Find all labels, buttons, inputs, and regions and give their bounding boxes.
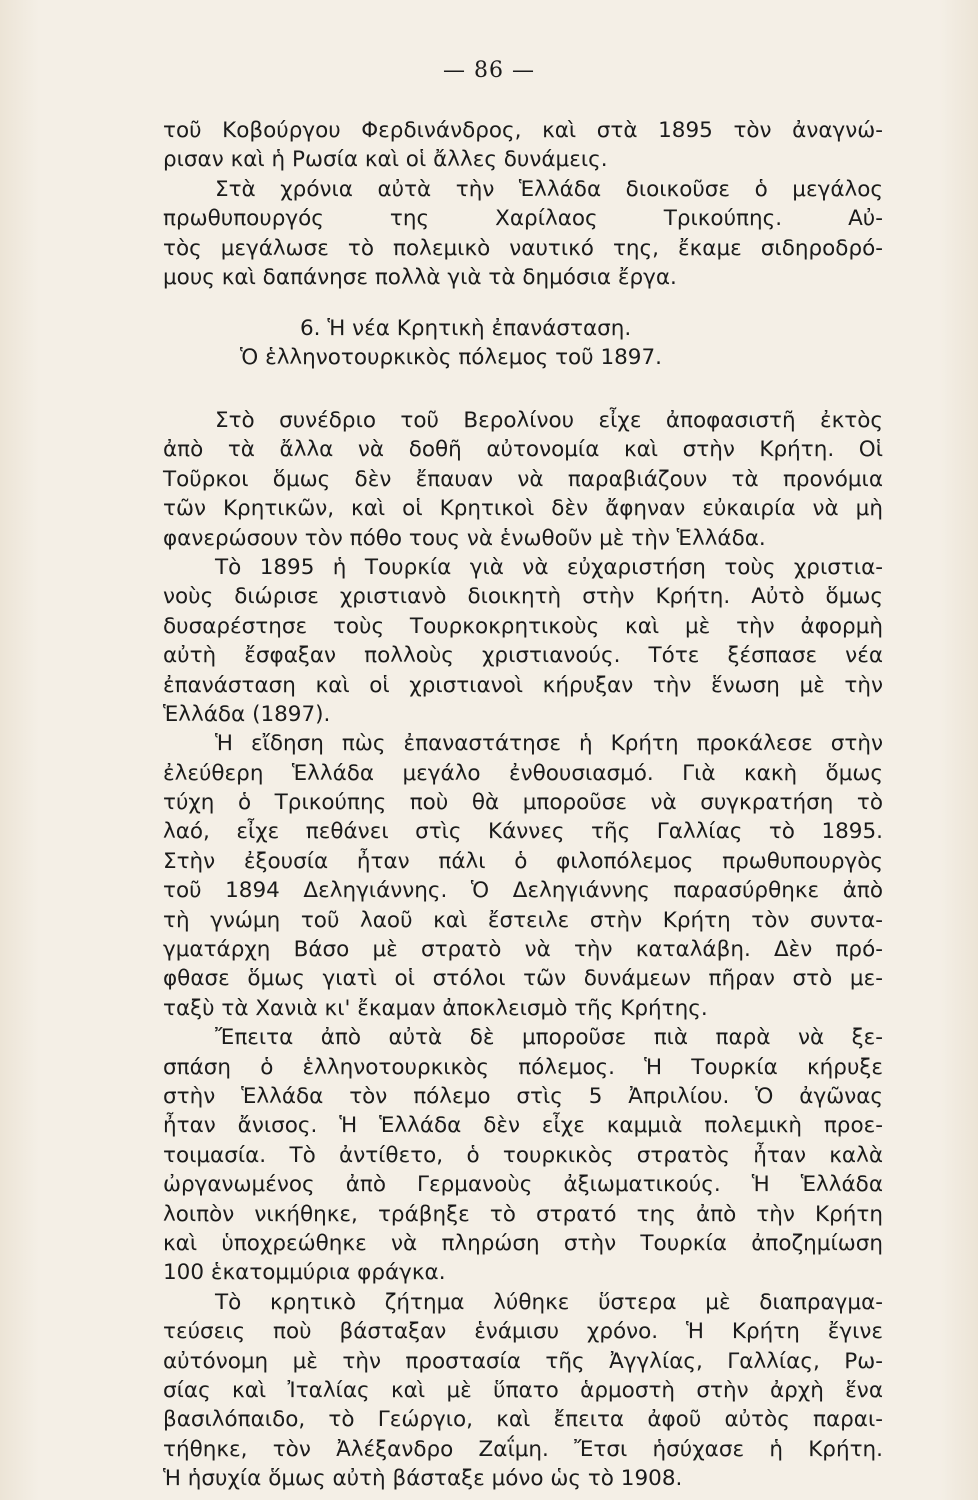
text-line: ἀπὸ τὰ ἄλλα νὰ δοθῆ αὐτονομία καὶ στὴν Κρήτη. Οἱ	[163, 437, 883, 463]
text-line: καὶ ὑποχρεώθηκε νὰ πληρώση στὴν Τουρκία ἀποζημίωση	[163, 1230, 883, 1256]
text-line: τὴ γνώμη τοῦ λαοῦ καὶ ἔστειλε στὴν Κρήτη τὸν συντα-	[163, 907, 883, 933]
section-heading-line-1: 6. Ἡ νέα Κρητικὴ ἐπανάσταση.	[300, 316, 632, 341]
text-line: Στὸ συνέδριο τοῦ Βερολίνου εἶχε ἀποφασιστῆ ἐκτὸς	[215, 408, 883, 433]
text-line: βασιλόπαιδο, τὸ Γεώργιο, καὶ ἔπειτα ἀφοῦ αὐτὸς παραι-	[163, 1407, 883, 1433]
text-line: ἐπανάσταση καὶ οἱ χριστιανοὶ κήρυξαν τὴν ἕνωση μὲ τὴν	[163, 672, 883, 698]
text-line: 100 ἑκατομμύρια φράγκα.	[163, 1260, 446, 1286]
text-line: γματάρχη Βάσο μὲ στρατὸ νὰ τὴν καταλάβη. Δὲν πρό-	[163, 937, 883, 963]
text-line: ἦταν ἄνισος. Ἡ Ἑλλάδα δὲν εἶχε καμμιὰ πολεμικὴ προε-	[163, 1113, 883, 1139]
text-line: σίας καὶ Ἰταλίας καὶ μὲ ὕπατο ἁρμοστὴ στὴν ἀρχὴ ἕνα	[163, 1377, 883, 1403]
text-line: Στὰ χρόνια αὐτὰ τὴν Ἑλλάδα διοικοῦσε ὁ μεγάλος	[215, 176, 883, 202]
body-paragraphs	[163, 406, 883, 1493]
text-line: Ἑλλάδα (1897).	[163, 701, 331, 727]
text-line: μους καὶ δαπάνησε πολλὰ γιὰ τὰ δημόσια ἔργα.	[163, 264, 677, 290]
text-line: Τὸ κρητικὸ ζήτημα λύθηκε ὕστερα μὲ διαπραγμα-	[215, 1289, 883, 1315]
section-heading-line-2: Ὁ ἑλληνοτουρκικὸς πόλεμος τοῦ 1897.	[240, 345, 662, 371]
text-line: φανερώσουν τὸν πόθο τους νὰ ἑνωθοῦν μὲ τὴν Ἑλλάδα.	[163, 525, 766, 551]
text-line: τεύσεις ποὺ βάσταξαν ἑνάμισυ χρόνο. Ἡ Κρήτη ἔγινε	[163, 1319, 883, 1345]
text-line: αὐτὴ ἔσφαξαν πολλοὺς χριστιανούς. Τότε ξέσπασε νέα	[163, 643, 883, 669]
text-line: τοιμασία. Τὸ ἀντίθετο, ὁ τουρκικὸς στρατὸς ἦταν καλὰ	[163, 1142, 883, 1168]
text-line: Τοῦρκοι ὅμως δὲν ἔπαυαν νὰ παραβιάζουν τὰ προνόμια	[163, 466, 883, 492]
text-line: Ἔπειτα ἀπὸ αὐτὰ δὲ μποροῦσε πιὰ παρὰ νὰ ξε-	[215, 1025, 883, 1051]
text-line: τοῦ Κοβούργου Φερδινάνδρος, καὶ στὰ 1895 τὸν ἀναγνώ-	[163, 118, 883, 143]
text-line: φθασε ὅμως γιατὶ οἱ στόλοι τῶν δυνάμεων πῆραν στὸ με-	[163, 966, 883, 992]
text-line: τοῦ 1894 Δεληγιάννης. Ὁ Δεληγιάννης παρασύρθηκε ἀπὸ	[163, 878, 883, 904]
text-line: Ἡ εἴδηση πὼς ἐπαναστάτησε ἡ Κρήτη προκάλεσε στὴν	[215, 731, 883, 757]
text-line: τῶν Κρητικῶν, καὶ οἱ Κρητικοὶ δὲν ἄφηναν εὐκαιρία νὰ μὴ	[163, 496, 883, 522]
text-line: στὴν Ἑλλάδα τὸν πόλεμο στὶς 5 Ἀπριλίου. Ὁ ἀγῶνας	[163, 1083, 883, 1109]
text-line: ρισαν καὶ ἡ Ρωσία καὶ οἱ ἄλλες δυνάμεις.	[163, 147, 608, 173]
text-line: πρωθυπουργός της Χαρίλαος Τρικούπης. Αὐ-	[163, 206, 883, 232]
text-line: νοὺς διώρισε χριστιανὸ διοικητὴ στὴν Κρήτη. Αὐτὸ ὅμως	[163, 584, 883, 610]
text-line: ἐλεύθερη Ἑλλάδα μεγάλο ἐνθουσιασμό. Γιὰ κακὴ ὅμως	[163, 760, 883, 786]
text-line: αὐτόνομη μὲ τὴν προστασία τῆς Ἀγγλίας, Γαλλίας, Ρω-	[163, 1348, 883, 1374]
text-line: Στὴν ἐξουσία ἦταν πάλι ὁ φιλοπόλεμος πρωθυπουργὸς	[163, 848, 883, 874]
text-line: λαό, εἶχε πεθάνει στὶς Κάννες τῆς Γαλλίας τὸ 1895.	[163, 819, 883, 845]
text-line: τήθηκε, τὸν Ἀλέξανδρο Ζαΐμη. Ἔτσι ἡσύχασε ἡ Κρήτη.	[163, 1436, 883, 1462]
text-line: τύχη ὁ Τρικούπης ποὺ θὰ μποροῦσε νὰ συγκρατήση τὸ	[163, 790, 883, 816]
text-line: λοιπὸν νικήθηκε, τράβηξε τὸ στρατό της ἀπὸ τὴν Κρήτη	[163, 1201, 883, 1227]
text-line: Τὸ 1895 ἡ Τουρκία γιὰ νὰ εὐχαριστήση τοὺς χριστια-	[215, 554, 883, 580]
text-line: σπάση ὁ ἑλληνοτουρκικὸς πόλεμος. Ἡ Τουρκία κήρυξε	[163, 1054, 883, 1080]
section-heading	[163, 314, 883, 373]
text-line: ταξὺ τὰ Χανιὰ κι' ἔκαμαν ἀποκλεισμὸ τῆς Κρήτης.	[163, 995, 708, 1021]
intro-paragraphs	[163, 116, 883, 292]
text-line: τὸς μεγάλωσε τὸ πολεμικὸ ναυτικό της, ἔκαμε σιδηροδρό-	[163, 235, 883, 261]
text-line: Ἡ ἡσυχία ὅμως αὐτὴ βάσταξε μόνο ὡς τὸ 1908.	[163, 1466, 683, 1492]
text-line: δυσαρέστησε τοὺς Τουρκοκρητικοὺς καὶ μὲ τὴν ἀφορμὴ	[163, 613, 883, 639]
page-number: — 86 —	[443, 58, 535, 83]
text-line: ὠργανωμένος ἀπὸ Γερμανοὺς ἀξιωματικούς. Ἡ Ἑλλάδα	[163, 1172, 883, 1198]
